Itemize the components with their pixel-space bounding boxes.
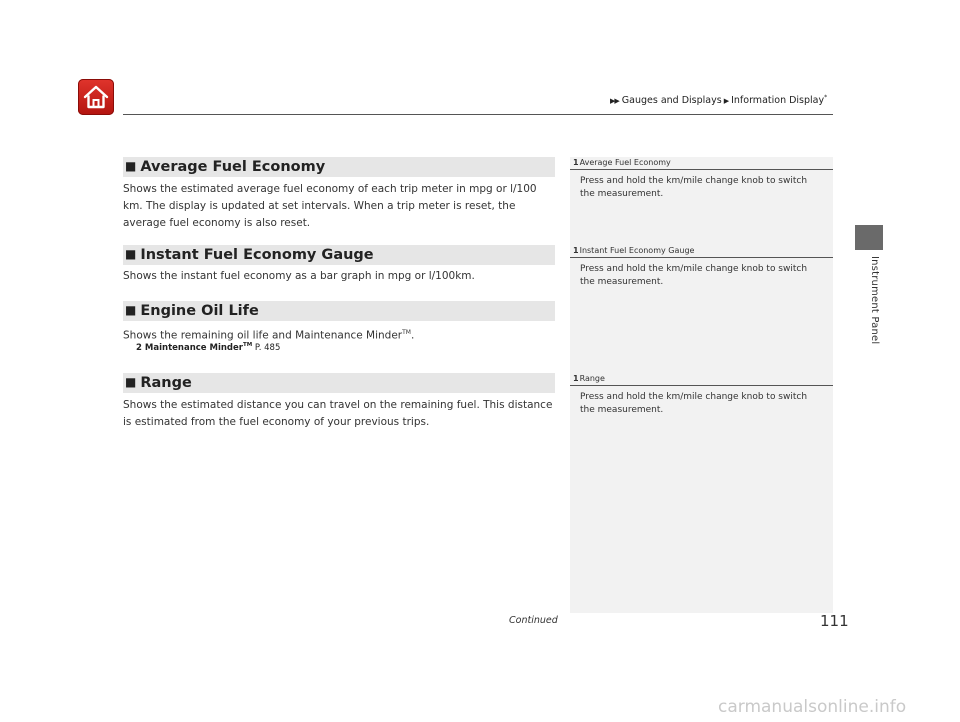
section-body-range: Shows the estimated distance you can travel on the remaining fuel. This distance is estimated from the fuel economy of your previous trips. [123, 399, 553, 428]
breadcrumb-asterisk: * [824, 94, 828, 101]
watermark: carmanualsonline.info [718, 697, 907, 717]
chapter-tab [855, 225, 883, 250]
page-number: 111 [820, 612, 849, 630]
xref-trademark: TM [242, 342, 253, 348]
xref-maintenance-minder[interactable] [136, 342, 280, 353]
xref-page: P. 485 [254, 342, 281, 353]
note-body: Press and hold the km/mile change knob to switch the measurement. [580, 392, 808, 415]
cross-reference-icon: 2 [136, 342, 142, 353]
note-body: Press and hold the km/mile change knob to switch the measurement. [580, 264, 808, 287]
section-body-instant-fuel-economy-gauge: Shows the instant fuel economy as a bar graph in mpg or l/100km. [123, 270, 475, 282]
note-body: Press and hold the km/mile change knob to switch the measurement. [580, 176, 808, 199]
breadcrumb [610, 94, 827, 106]
note-title-text: Range [579, 374, 605, 383]
note-average-fuel-economy [570, 157, 833, 201]
note-instant-fuel-economy-gauge [570, 245, 833, 289]
breadcrumb-arrow-icon: ▶▶ [610, 97, 619, 106]
trademark-mark: TM [402, 329, 411, 336]
home-button[interactable] [78, 79, 114, 115]
section-heading-average-fuel-economy [123, 157, 555, 177]
section-heading-instant-fuel-economy-gauge [123, 245, 555, 265]
note-title [570, 157, 833, 170]
note-number: 1 [573, 374, 579, 383]
section-body-end: . [410, 329, 415, 342]
section-marker-icon: ■ [125, 247, 137, 261]
note-title-text: Instant Fuel Economy Gauge [579, 246, 695, 255]
chapter-label: Instrument Panel [869, 256, 880, 345]
breadcrumb-link-gauges[interactable]: Gauges and Displays [621, 95, 722, 107]
note-title-text: Average Fuel Economy [579, 158, 671, 167]
note-number: 1 [573, 246, 579, 255]
section-heading-range [123, 373, 555, 393]
section-body-average-fuel-economy: Shows the estimated average fuel economy of each trip meter in mpg or l/100 km. The display is updated at set intervals. When a trip meter is reset, the average fuel economy is also reset. [123, 183, 537, 229]
section-heading-text: Engine Oil Life [140, 303, 259, 319]
note-range [570, 373, 833, 417]
header-divider [123, 114, 833, 115]
note-title [570, 245, 833, 258]
xref-label: Maintenance Minder [144, 342, 243, 353]
home-icon [83, 85, 109, 109]
section-marker-icon: ■ [125, 303, 137, 317]
section-body-text: Shows the remaining oil life and Maintenance Minder [123, 329, 403, 342]
section-marker-icon: ■ [125, 375, 137, 389]
section-heading-text: Range [140, 375, 192, 391]
breadcrumb-current: Information Display [731, 95, 825, 107]
breadcrumb-separator-icon: ▶ [723, 97, 730, 106]
section-heading-text: Instant Fuel Economy Gauge [140, 247, 374, 263]
section-marker-icon: ■ [125, 159, 137, 173]
note-number: 1 [573, 158, 579, 167]
section-heading-text: Average Fuel Economy [140, 159, 326, 175]
note-title [570, 373, 833, 386]
section-heading-engine-oil-life [123, 301, 555, 321]
continued-label: Continued [509, 615, 558, 626]
